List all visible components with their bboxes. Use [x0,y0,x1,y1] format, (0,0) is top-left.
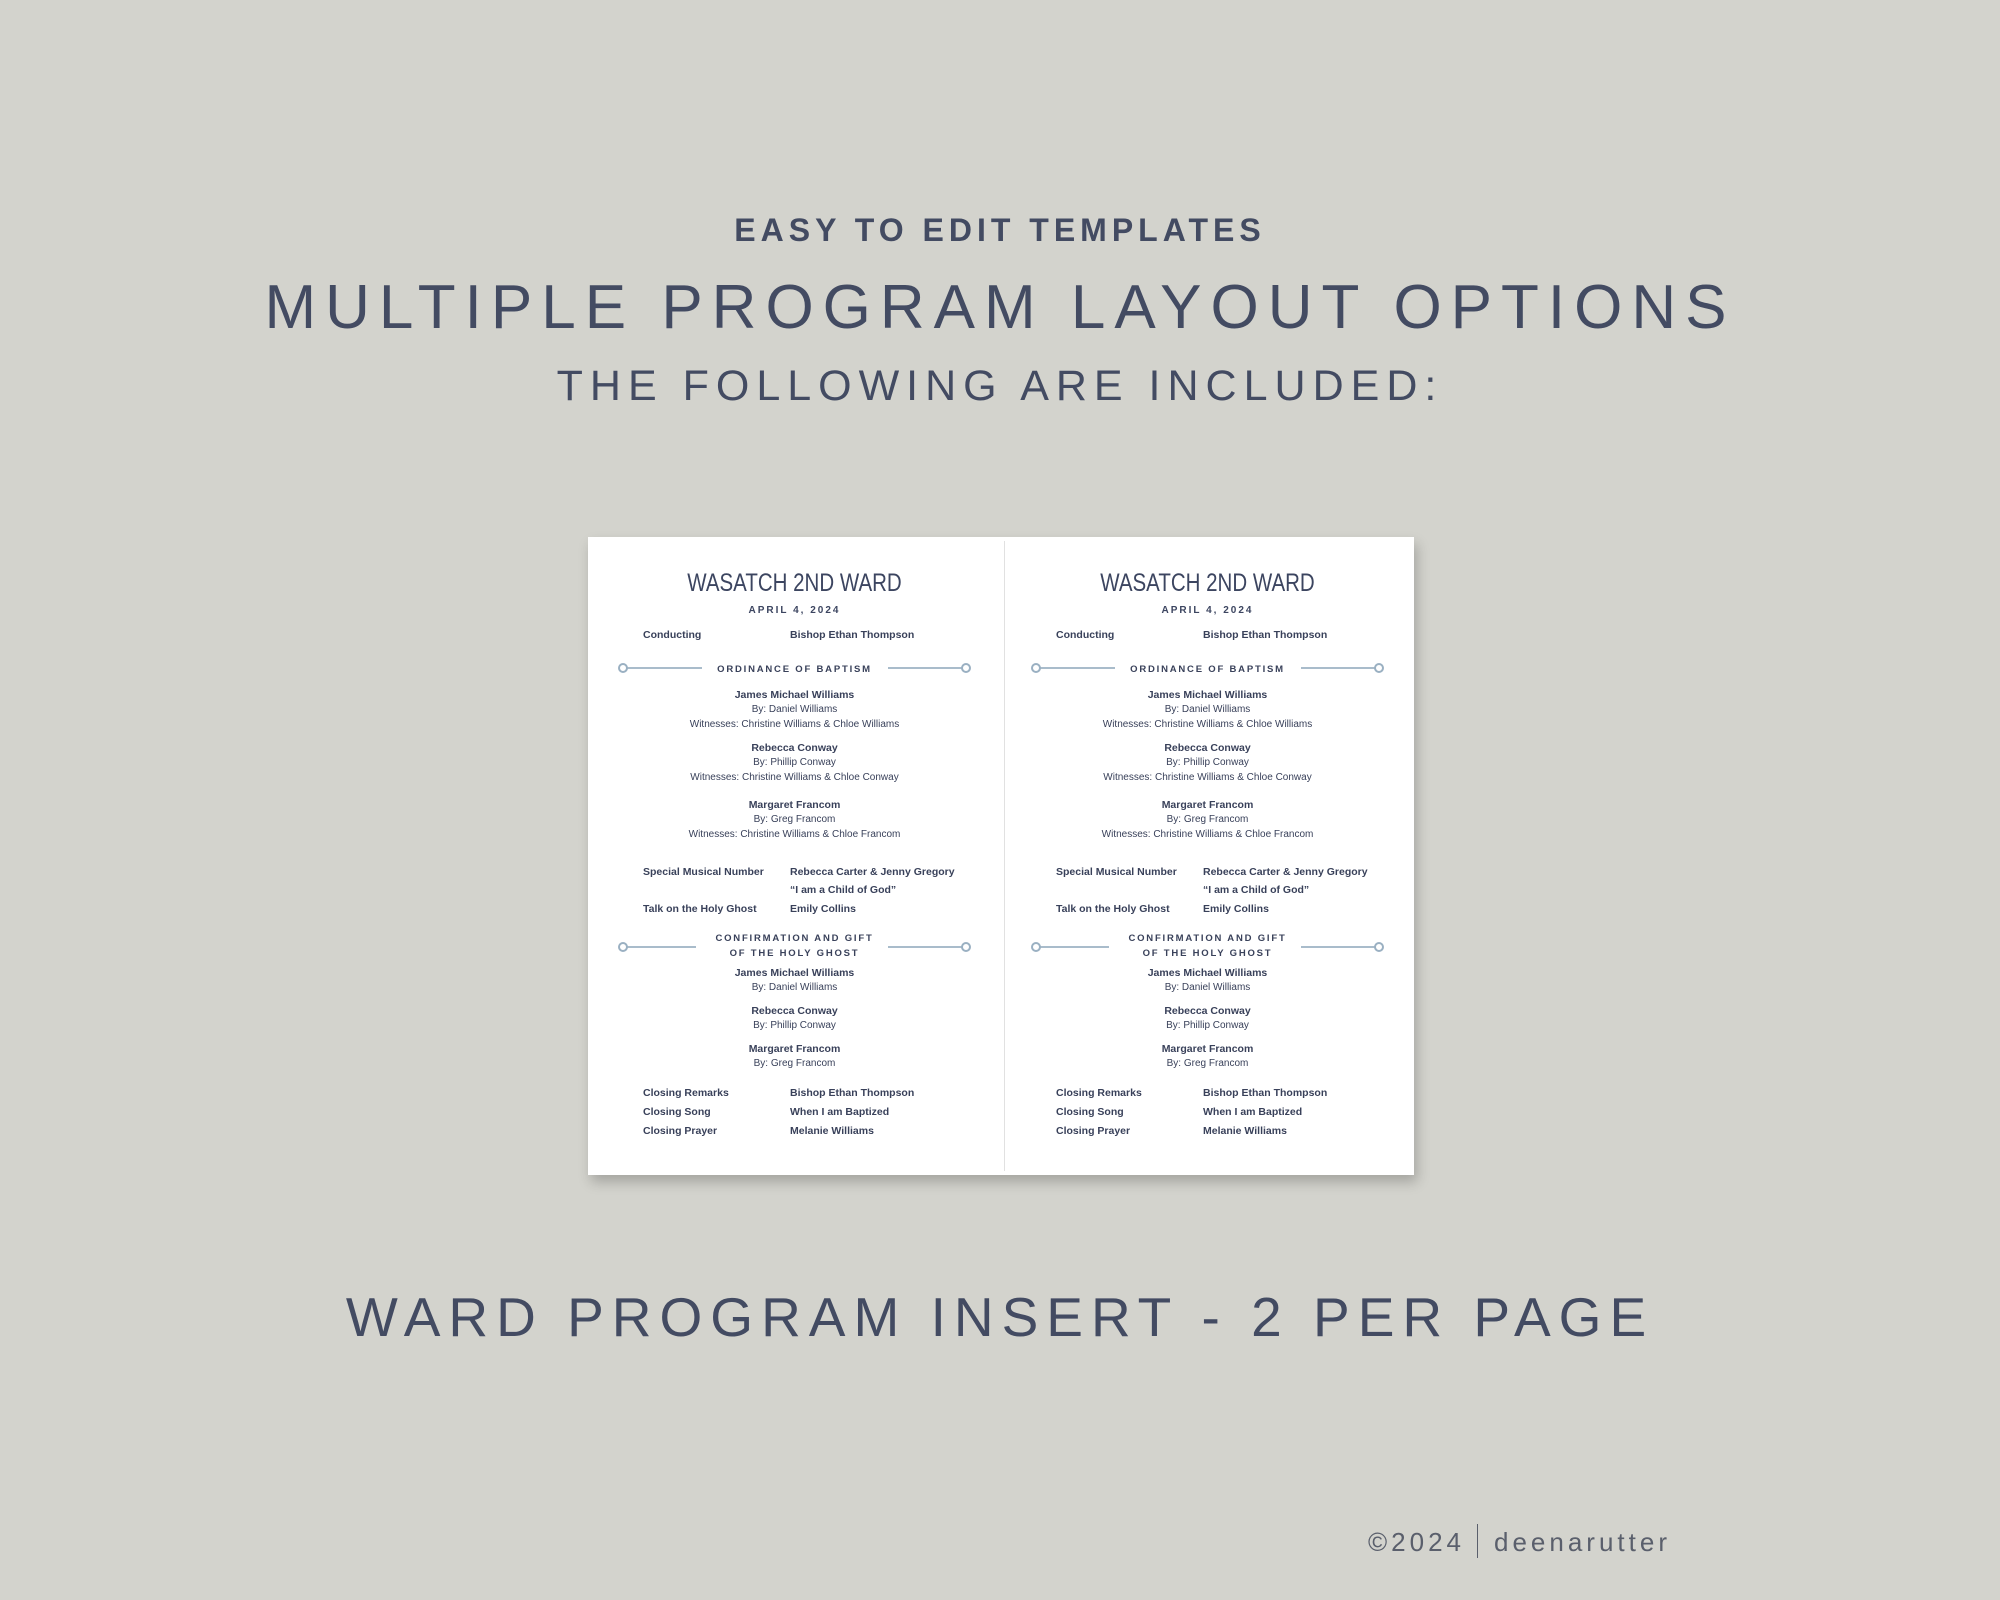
closing-remarks-label: Closing Remarks [1056,1087,1142,1099]
closing-remarks-value: Bishop Ethan Thompson [1203,1087,1328,1099]
program-date: APRIL 4, 2024 [748,605,841,616]
baptism-heading: ORDINANCE OF BAPTISM [1130,664,1285,675]
baptism-by: By: Greg Francom [1166,814,1249,825]
conducting-label: Conducting [643,629,702,641]
musical-performers: Rebecca Carter & Jenny Gregory [1203,866,1368,878]
baptism-witnesses: Witnesses: Christine Williams & Chloe Williams [689,719,900,730]
confirmation-name: Rebecca Conway [1164,1005,1251,1017]
closing-song-value: When I am Baptized [790,1106,890,1118]
conducting-name: Bishop Ethan Thompson [1203,629,1328,641]
closing-prayer-label: Closing Prayer [1056,1125,1131,1137]
confirmation-by: By: Greg Francom [753,1058,836,1069]
baptism-witnesses: Witnesses: Christine Williams & Chloe Francom [1101,829,1314,840]
main-headline: MULTIPLE PROGRAM LAYOUT OPTIONS [264,273,1736,342]
confirmation-by: By: Phillip Conway [1166,1020,1249,1031]
baptism-divider [1031,660,1384,676]
baptism-candidate-name: James Michael Williams [1147,689,1268,701]
baptism-heading: ORDINANCE OF BAPTISM [717,664,872,675]
closing-remarks-label: Closing Remarks [643,1087,729,1099]
closing-song-value: When I am Baptized [1203,1106,1303,1118]
confirmation-by: By: Daniel Williams [1164,982,1251,993]
conducting-name: Bishop Ethan Thompson [790,629,915,641]
conducting-label: Conducting [1056,629,1115,641]
baptism-candidate-name: James Michael Williams [734,689,855,701]
baptism-witnesses: Witnesses: Christine Williams & Chloe Francom [688,829,901,840]
musical-song-title: “I am a Child of God” [790,884,897,896]
baptism-candidate-name: Margaret Francom [1161,799,1254,811]
confirmation-divider [1031,931,1384,963]
footer-credit [1368,1524,1671,1558]
closing-prayer-value: Melanie Williams [790,1125,874,1137]
confirmation-heading-line2: OF THE HOLY GHOST [1142,948,1273,959]
talk-speaker: Emily Collins [1203,903,1269,915]
program-sheet-preview [588,537,1414,1175]
confirmation-name: Margaret Francom [748,1043,841,1055]
program-date: APRIL 4, 2024 [1161,605,1254,616]
confirmation-divider [618,931,971,963]
program-panel-right [1001,537,1414,1175]
confirmation-name: James Michael Williams [1147,967,1268,979]
brand-name: deenarutter [1494,1527,1671,1557]
baptism-divider [618,660,971,676]
confirmation-name: Rebecca Conway [751,1005,838,1017]
program-panel-left [588,537,1001,1175]
closing-prayer-value: Melanie Williams [1203,1125,1287,1137]
closing-song-label: Closing Song [1056,1106,1124,1118]
eyebrow-heading: EASY TO EDIT TEMPLATES [734,212,1266,248]
confirmation-heading-line2: OF THE HOLY GHOST [729,948,860,959]
baptism-witnesses: Witnesses: Christine Williams & Chloe Conway [690,772,899,783]
baptism-by: By: Daniel Williams [1164,704,1251,715]
baptism-candidate-name: Rebecca Conway [1164,742,1251,754]
musical-song-title: “I am a Child of God” [1203,884,1310,896]
confirmation-heading-line1: CONFIRMATION AND GIFT [715,933,874,944]
closing-prayer-label: Closing Prayer [643,1125,718,1137]
confirmation-name: James Michael Williams [734,967,855,979]
baptism-by: By: Phillip Conway [753,757,836,768]
baptism-by: By: Phillip Conway [1166,757,1249,768]
talk-speaker: Emily Collins [790,903,856,915]
baptism-by: By: Greg Francom [753,814,836,825]
baptism-witnesses: Witnesses: Christine Williams & Chloe Conway [1103,772,1312,783]
musical-number-label: Special Musical Number [1056,866,1177,878]
closing-remarks-value: Bishop Ethan Thompson [790,1087,915,1099]
confirmation-name: Margaret Francom [1161,1043,1254,1055]
copyright-text: ©2024 [1368,1527,1465,1557]
musical-number-label: Special Musical Number [643,866,764,878]
ward-title: WASATCH 2ND WARD [1100,569,1315,597]
talk-label: Talk on the Holy Ghost [643,903,757,915]
closing-song-label: Closing Song [643,1106,711,1118]
ward-title: WASATCH 2ND WARD [687,569,902,597]
confirmation-by: By: Daniel Williams [751,982,838,993]
confirmation-by: By: Greg Francom [1166,1058,1249,1069]
confirmation-by: By: Phillip Conway [753,1020,836,1031]
baptism-candidate-name: Margaret Francom [748,799,841,811]
product-caption: WARD PROGRAM INSERT - 2 PER PAGE [345,1286,1655,1348]
subheadline: THE FOLLOWING ARE INCLUDED: [556,362,1444,410]
baptism-witnesses: Witnesses: Christine Williams & Chloe Williams [1102,719,1313,730]
talk-label: Talk on the Holy Ghost [1056,903,1170,915]
musical-performers: Rebecca Carter & Jenny Gregory [790,866,955,878]
baptism-by: By: Daniel Williams [751,704,838,715]
footer-separator [1477,1524,1478,1558]
baptism-candidate-name: Rebecca Conway [751,742,838,754]
confirmation-heading-line1: CONFIRMATION AND GIFT [1128,933,1287,944]
